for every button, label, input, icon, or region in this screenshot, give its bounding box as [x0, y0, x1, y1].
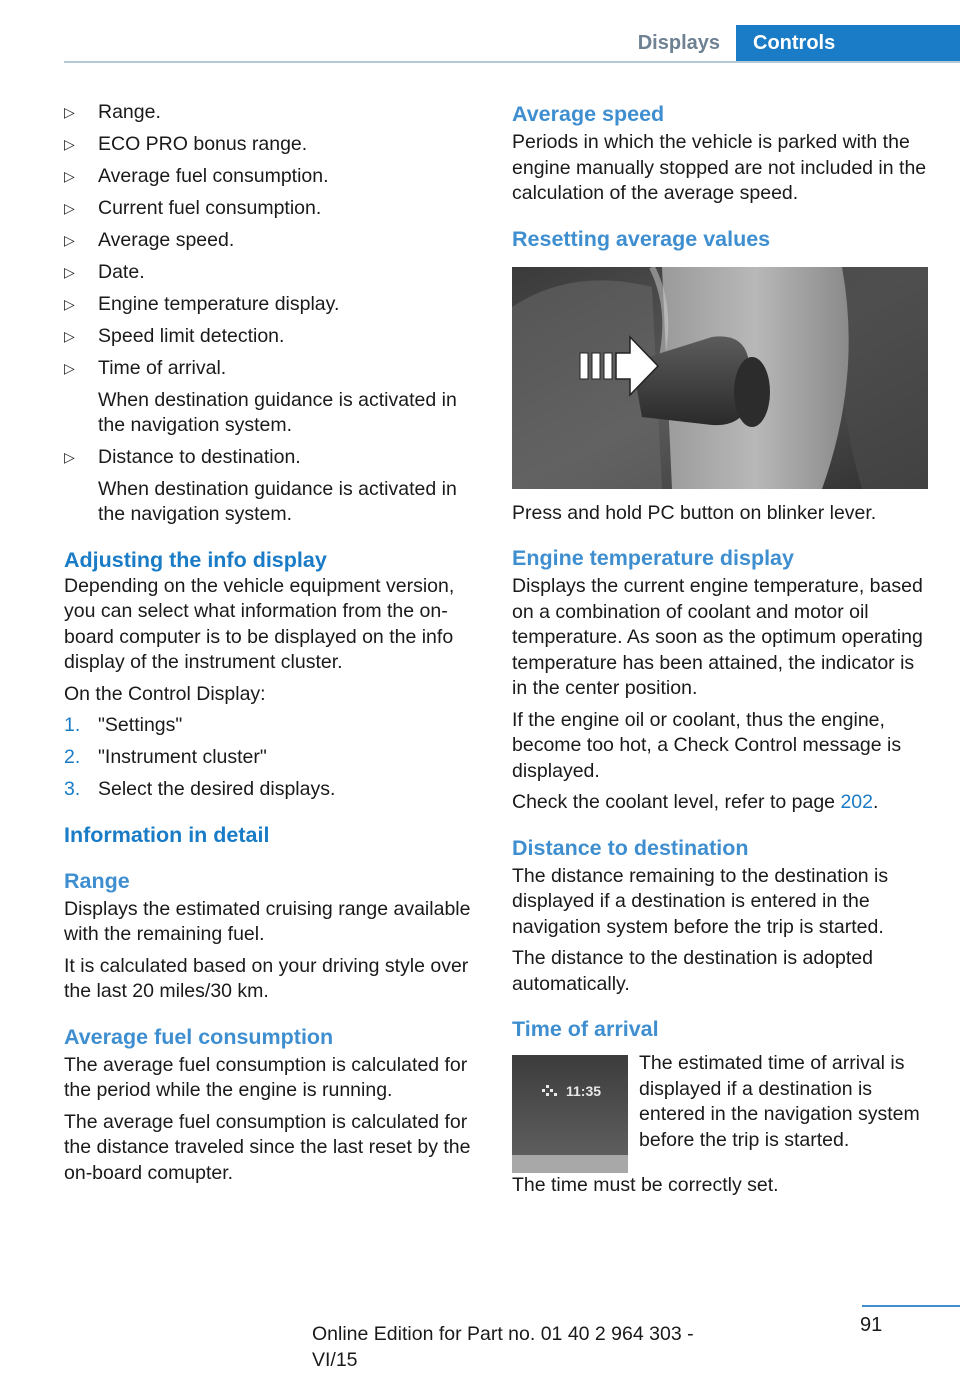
list-item [64, 100, 482, 126]
blinker-lever-photo [512, 267, 928, 489]
list-item [64, 292, 482, 318]
arrival-p1: The estimated time of arrival is displayed if a destination is entered in the navigation system before the trip is started. [639, 1052, 920, 1151]
step-number: 3. [64, 778, 81, 800]
triangle-bullet-icon: ▷ [64, 328, 75, 344]
avg-fuel-p2: The average fuel consumption is calculated for the distance traveled since the last reset by the on-board comupter. [64, 1110, 471, 1184]
list-item [64, 132, 482, 158]
avg-speed-p1: Periods in which the vehicle is parked with the engine manually stopped are not included in the calculation of the average speed. [512, 131, 927, 204]
range-p1: Displays the estimated cruising range available with the remaining fuel. [64, 897, 471, 945]
engine-temp-p3 [512, 790, 930, 816]
distance-heading: Distance to destination [512, 835, 749, 860]
footer-rule [862, 1305, 960, 1307]
list-item-text: Distance to destination. [98, 446, 301, 468]
engine-temp-p3-text: Check the coolant level, refer to page [512, 791, 841, 813]
engine-temp-p1: Displays the current engine temperature, based on a combination of coolant and motor oil temperature. As soon as the optimum operating temperature has been attained, the indicator is in the center position. [512, 575, 923, 699]
triangle-bullet-icon: ▷ [64, 168, 75, 184]
step-number: 2. [64, 746, 81, 768]
avg-speed-heading: Average speed [512, 102, 665, 126]
header-section-tab: Displays [637, 32, 720, 54]
engine-temp-heading: Engine temperature display [512, 546, 794, 570]
triangle-bullet-icon: ▷ [64, 104, 75, 120]
footer-edition: Online Edition for Part no. 01 40 2 964 303 - VI/15 [312, 1323, 694, 1371]
list-item [64, 196, 482, 222]
arrival-block [512, 1051, 930, 1173]
range-p2: It is calculated based on your driving style over the last 20 miles/30 km. [64, 954, 469, 1002]
engine-temp-p3-end: . [873, 791, 879, 813]
step-item [64, 713, 482, 739]
reset-caption: Press and hold PC button on blinker lever. [512, 501, 877, 524]
reset-heading: Resetting average values [512, 226, 771, 251]
list-item [64, 356, 482, 439]
list-item-text: Average speed. [98, 229, 235, 251]
triangle-bullet-icon: ▷ [64, 296, 75, 312]
list-item [64, 164, 482, 190]
list-item-text: Date. [98, 261, 145, 283]
left-column [64, 100, 482, 1192]
right-column [512, 100, 930, 1205]
list-item [64, 324, 482, 350]
avg-fuel-heading: Average fuel consumption [64, 1024, 334, 1049]
triangle-bullet-icon: ▷ [64, 449, 75, 465]
step-text: "Settings" [98, 714, 183, 736]
detail-heading: Information in detail [64, 822, 270, 847]
list-item-text: Current fuel consumption. [98, 197, 322, 219]
triangle-bullet-icon: ▷ [64, 264, 75, 280]
display-options-list [64, 100, 482, 528]
list-item-text: Average fuel consumption. [98, 165, 329, 187]
header-chapter-tab: Controls [736, 25, 960, 63]
list-item-text: Engine temperature display. [98, 293, 340, 315]
range-heading: Range [64, 868, 130, 893]
adjust-heading: Adjusting the info display [64, 547, 327, 572]
engine-temp-p2: If the engine oil or coolant, thus the engine, become too hot, a Check Control message is displayed. [512, 708, 902, 782]
arrival-display-image [512, 1055, 628, 1173]
step-text: Select the desired displays. [98, 778, 336, 800]
adjust-body: Depending on the vehicle equipment version, you can select what information from the on-board computer is to be displayed on the info display of the instrument cluster. [64, 574, 455, 673]
step-item [64, 745, 482, 771]
page-link[interactable]: 202 [840, 791, 873, 813]
avg-fuel-p1: The average fuel consumption is calculated for the period while the engine is running. [64, 1053, 468, 1101]
arrival-heading: Time of arrival [512, 1017, 659, 1041]
distance-p1: The distance remaining to the destination is displayed if a destination is entered in the navigation system before the trip is started. [512, 864, 889, 938]
arrival-p2: The time must be correctly set. [512, 1174, 779, 1196]
triangle-bullet-icon: ▷ [64, 136, 75, 152]
list-item-text: Speed limit detection. [98, 325, 285, 347]
distance-p2: The distance to the destination is adopted automatically. [512, 947, 873, 995]
adjust-intro: On the Control Display: [64, 682, 266, 705]
step-text: "Instrument cluster" [98, 746, 267, 768]
page-number: 91 [860, 1314, 883, 1336]
list-item [64, 260, 482, 286]
list-item-subtext: When destination guidance is activated in the navigation system. [98, 477, 457, 525]
list-item-text: Range. [98, 101, 161, 123]
list-item-subtext: When destination guidance is activated in the navigation system. [98, 388, 457, 436]
adjust-steps [64, 713, 482, 803]
header-rule [64, 61, 960, 63]
step-number: 1. [64, 714, 81, 736]
step-item [64, 777, 482, 803]
triangle-bullet-icon: ▷ [64, 200, 75, 216]
triangle-bullet-icon: ▷ [64, 232, 75, 248]
list-item-text: ECO PRO bonus range. [98, 133, 308, 155]
list-item [64, 445, 482, 528]
list-item-text: Time of arrival. [98, 357, 227, 379]
arrival-time-text: 11:35 [566, 1083, 602, 1099]
triangle-bullet-icon: ▷ [64, 360, 75, 376]
list-item [64, 228, 482, 254]
